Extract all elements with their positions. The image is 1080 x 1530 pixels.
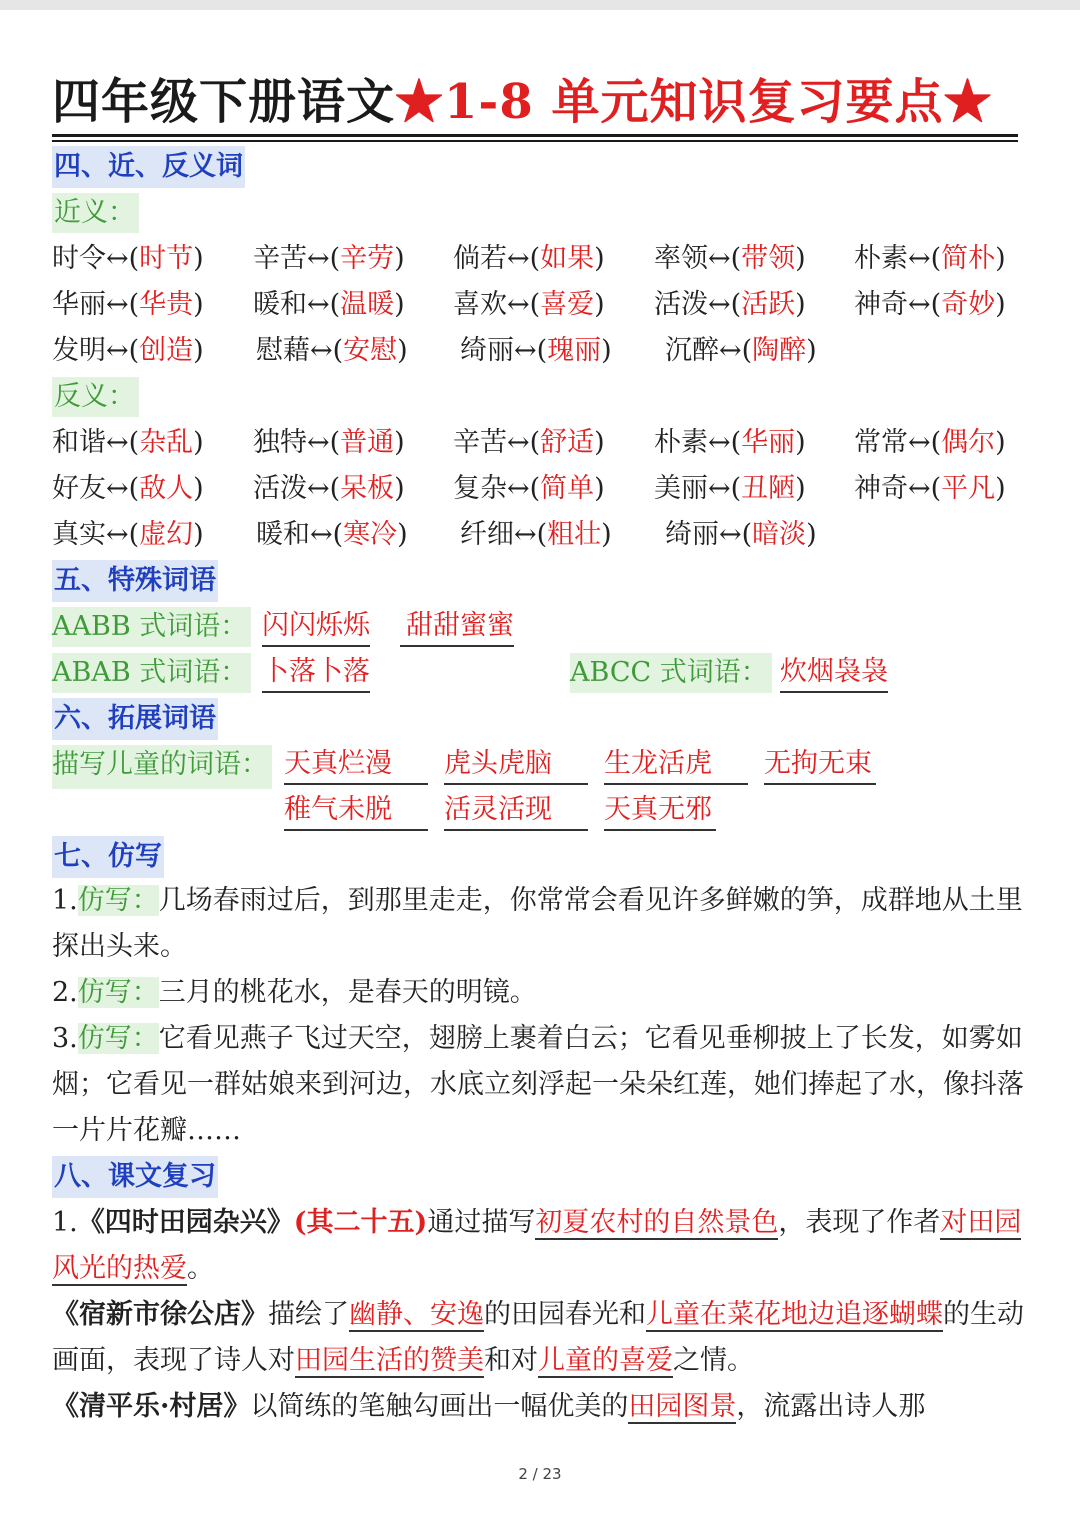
section-heading-7: 七、仿写 (52, 836, 164, 878)
word-pair: 华丽↔(华贵) (52, 289, 204, 320)
word-pair: 活泼↔(呆板) (253, 473, 405, 504)
imitation-item-1: 1.仿写：几场春雨过后，到那里走走，你常常会看见许多鲜嫩的笋，成群地从土里探出头来。 (52, 885, 1023, 962)
word-pair: 真实↔(虚幻) (52, 519, 204, 550)
lesson-review-3: 《清平乐·村居》以简练的笔触勾画出一幅优美的田园图景，流露出诗人那 (52, 1391, 926, 1422)
title-highlight: 1-8 单元知识复习要点 (444, 74, 944, 130)
children-word: 生龙活虎 (604, 745, 748, 785)
lesson-review-2: 《宿新市徐公店》描绘了幽静、安逸的田园春光和儿童在菜花地边追逐蝴蝶的生动画面，表现了诗人对田园生活的赞美和对儿童的喜爱之情。 (52, 1299, 1024, 1376)
star-icon: ★ (395, 74, 445, 130)
word-pair: 纤细↔(粗壮) (460, 519, 612, 550)
page-number: 2 / 23 (518, 1465, 562, 1483)
word-pair: 辛苦↔(辛劳) (253, 243, 405, 274)
word-pair: 神奇↔(奇妙) (854, 289, 1006, 320)
word-pair: 好友↔(敌人) (52, 473, 204, 504)
document-page (0, 10, 1080, 1530)
children-word: 天真无邪 (604, 791, 716, 831)
word-pair: 神奇↔(平凡) (854, 473, 1006, 504)
poem-title: 《清平乐·村居》 (52, 1391, 251, 1422)
word-pair: 喜欢↔(喜爱) (453, 289, 605, 320)
children-word: 无拘无束 (764, 745, 876, 785)
top-bar (0, 0, 1080, 10)
word-pair: 暖和↔(温暖) (253, 289, 405, 320)
imitation-item-2: 2.仿写：三月的桃花水，是春天的明镜。 (52, 977, 537, 1008)
imitation-label: 仿写： (77, 977, 159, 1008)
children-word: 稚气未脱 (284, 791, 428, 831)
word-pair: 常常↔(偶尔) (854, 427, 1006, 458)
page-title (52, 72, 1018, 142)
word-pair: 辛苦↔(舒适) (453, 427, 605, 458)
section-heading-8: 八、课文复习 (52, 1156, 218, 1198)
word-pair: 活泼↔(活跃) (654, 289, 806, 320)
word-pair: 朴素↔(简朴) (854, 243, 1006, 274)
abab-label: ABAB 式词语： (52, 653, 251, 693)
aabb-label: AABB 式词语： (52, 607, 251, 647)
imitation-label: 仿写： (77, 885, 159, 916)
abcc-word: 炊烟袅袅 (780, 653, 888, 693)
abab-word: 卜落卜落 (262, 653, 370, 693)
title-main: 四年级下册语文 (52, 74, 396, 130)
word-pair: 绮丽↔(瑰丽) (460, 335, 612, 366)
word-pair: 独特↔(普通) (253, 427, 405, 458)
title-underline (52, 134, 1018, 137)
children-word: 活灵活现 (444, 791, 588, 831)
word-pair: 沉醉↔(陶醉) (665, 335, 817, 366)
word-pair: 率领↔(带领) (654, 243, 806, 274)
section-heading-4: 四、近、反义词 (52, 146, 245, 188)
word-pair: 暖和↔(寒冷) (256, 519, 408, 550)
word-pair: 和谐↔(杂乱) (52, 427, 204, 458)
word-pair: 时令↔(时节) (52, 243, 204, 274)
lesson-review-1: 1.《四时田园杂兴》(其二十五)通过描写初夏农村的自然景色，表现了作者对田园风光的热爱。 (52, 1207, 1022, 1284)
children-word: 天真烂漫 (284, 745, 428, 785)
aabb-word: 闪闪烁烁 (262, 607, 370, 647)
children-words-label: 描写儿童的词语： (52, 745, 272, 789)
imitation-label: 仿写： (77, 1023, 159, 1054)
word-pair: 倘若↔(如果) (453, 243, 605, 274)
antonyms-label: 反义： (52, 377, 139, 417)
children-word: 虎头虎脑 (444, 745, 588, 785)
abcc-label: ABCC 式词语： (570, 653, 772, 693)
synonyms-label: 近义： (52, 193, 139, 233)
poem-title: 《四时田园杂兴》 (77, 1207, 294, 1238)
title-underline (52, 140, 1018, 142)
word-pair: 慰藉↔(安慰) (256, 335, 408, 366)
word-pair: 美丽↔(丑陋) (654, 473, 806, 504)
imitation-item-3: 3.仿写：它看见燕子飞过天空，翅膀上裹着白云；它看见垂柳披上了长发，如雾如烟；它看见一群姑娘来到河边，水底立刻浮起一朵朵红莲，她们捧起了水，像抖落一片片花瓣…… (52, 1023, 1024, 1146)
word-pair: 发明↔(创造) (52, 335, 204, 366)
star-icon: ★ (943, 74, 993, 130)
section-heading-6: 六、拓展词语 (52, 698, 218, 740)
word-pair: 复杂↔(简单) (453, 473, 605, 504)
section-heading-5: 五、特殊词语 (52, 560, 218, 602)
word-pair: 绮丽↔(暗淡) (665, 519, 817, 550)
word-pair: 朴素↔(华丽) (654, 427, 806, 458)
aabb-word: 甜甜蜜蜜 (400, 607, 514, 647)
poem-title: 《宿新市徐公店》 (52, 1299, 268, 1330)
